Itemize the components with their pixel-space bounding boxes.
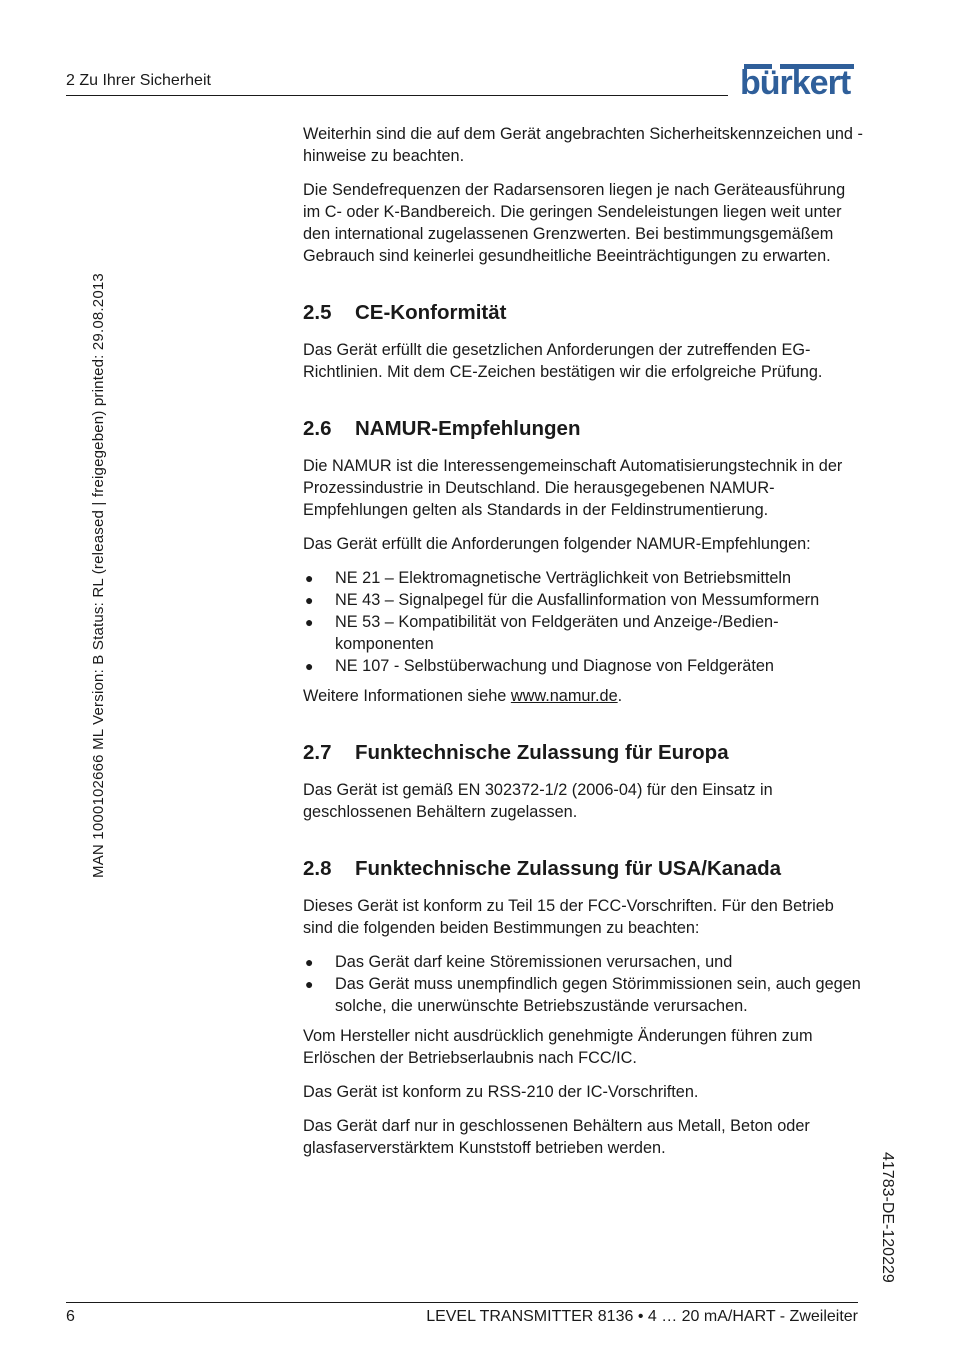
document-meta-vertical: MAN 1000102666 ML Version: B Status: RL (released | freigegeben) printed: 29.08.2013 bbox=[90, 273, 107, 878]
document-code-vertical: 41783-DE-120229 bbox=[879, 1152, 896, 1283]
paragraph: Die NAMUR ist die Interessengemeinschaft Automatisierungstechnik in der Prozessindustrie in Deutschland. Die herausgegebenen NAMUR-Empfehlungen gelten als Standards in der Feldinstrumentierung. bbox=[303, 457, 843, 519]
section-heading-2-8 bbox=[303, 857, 863, 881]
list-item: ● Das Gerät darf keine Störemissionen verursachen, und bbox=[305, 953, 733, 971]
list-item: ● NE 21 – Elektromagnetische Verträglichkeit von Betriebsmitteln bbox=[305, 569, 792, 587]
paragraph: Das Gerät erfüllt die Anforderungen folgender NAMUR-Empfehlungen: bbox=[303, 535, 811, 553]
namur-link[interactable]: www.namur.de bbox=[510, 687, 618, 705]
paragraph: Weitere Informationen siehe www.namur.de. bbox=[303, 687, 623, 705]
section-title: CE-Konformität bbox=[355, 301, 507, 324]
paragraph: Das Gerät darf nur in geschlossenen Behältern aus Metall, Beton oder glasfaserverstärktem Kunststoff betrieben werden. bbox=[303, 1117, 810, 1157]
section-title: NAMUR-Empfehlungen bbox=[355, 417, 581, 440]
main-content bbox=[303, 123, 863, 1171]
header-rule bbox=[66, 95, 728, 96]
bullet-icon: ● bbox=[305, 570, 314, 586]
namur-list bbox=[303, 567, 863, 677]
section-number: 2.5 bbox=[303, 301, 332, 324]
paragraph: Die Sendefrequenzen der Radarsensoren liegen je nach Geräteausführung im C- oder K-Bandbereich. Die geringen Sendeleistungen liegen weit unter den international zugelassenen Grenzwerten. Bei bestimmungsgemäßem Gebrauch sind keinerlei gesundheitliche Beeinträchtigungen zu erwarten. bbox=[303, 181, 846, 265]
chapter-header: 2 Zu Ihrer Sicherheit bbox=[66, 72, 211, 89]
bullet-icon: ● bbox=[305, 614, 314, 630]
section-title: Funktechnische Zulassung für USA/Kanada bbox=[355, 857, 782, 880]
bullet-icon: ● bbox=[305, 954, 314, 970]
paragraph: Weiterhin sind die auf dem Gerät angebrachten Sicherheitskennzeichen und -hinweise zu beachten. bbox=[303, 125, 863, 165]
logo-text: bürkert bbox=[740, 64, 851, 102]
paragraph: Das Gerät ist gemäß EN 302372-1/2 (2006-04) für den Einsatz in geschlossenen Behältern zugelassen. bbox=[303, 781, 773, 821]
bullet-icon: ● bbox=[305, 976, 314, 992]
paragraph: Das Gerät erfüllt die gesetzlichen Anforderungen der zutreffenden EG-Richtlinien. Mit dem CE-Zeichen bestätigen wir die erfolgreiche Prüfung. bbox=[303, 341, 823, 381]
section-number: 2.7 bbox=[303, 741, 332, 764]
fcc-list bbox=[303, 951, 863, 1017]
bullet-icon: ● bbox=[305, 592, 314, 608]
section-number: 2.6 bbox=[303, 417, 332, 440]
list-item: ● NE 53 – Kompatibilität von Feldgeräten und Anzeige-/Bedienkomponenten bbox=[305, 613, 779, 653]
page-number: 6 bbox=[66, 1308, 75, 1325]
paragraph: Vom Hersteller nicht ausdrücklich genehmigte Änderungen führen zum Erlöschen der Betriebserlaubnis nach FCC/IC. bbox=[303, 1027, 813, 1067]
bullet-icon: ● bbox=[305, 658, 314, 674]
section-title: Funktechnische Zulassung für Europa bbox=[355, 741, 729, 764]
footer-rule bbox=[66, 1302, 858, 1303]
list-item: ● NE 107 - Selbstüberwachung und Diagnose von Feldgeräten bbox=[305, 657, 774, 675]
brand-logo bbox=[740, 64, 858, 100]
section-heading-2-5 bbox=[303, 301, 863, 325]
list-item: ● NE 43 – Signalpegel für die Ausfallinformation von Messumformern bbox=[305, 591, 820, 609]
section-heading-2-7 bbox=[303, 741, 863, 765]
section-number: 2.8 bbox=[303, 857, 332, 880]
section-heading-2-6 bbox=[303, 417, 863, 441]
footer-title: LEVEL TRANSMITTER 8136 • 4 … 20 mA/HART - Zweileiter bbox=[426, 1308, 858, 1325]
paragraph: Das Gerät ist konform zu RSS-210 der IC-Vorschriften. bbox=[303, 1083, 699, 1101]
list-item: ● Das Gerät muss unempfindlich gegen Störimmissionen sein, auch gegen solche, die unerwünschte Betriebszustände verursachen. bbox=[305, 975, 861, 1015]
paragraph: Dieses Gerät ist konform zu Teil 15 der FCC-Vorschriften. Für den Betrieb sind die folgenden beiden Bestimmungen zu beachten: bbox=[303, 897, 834, 937]
